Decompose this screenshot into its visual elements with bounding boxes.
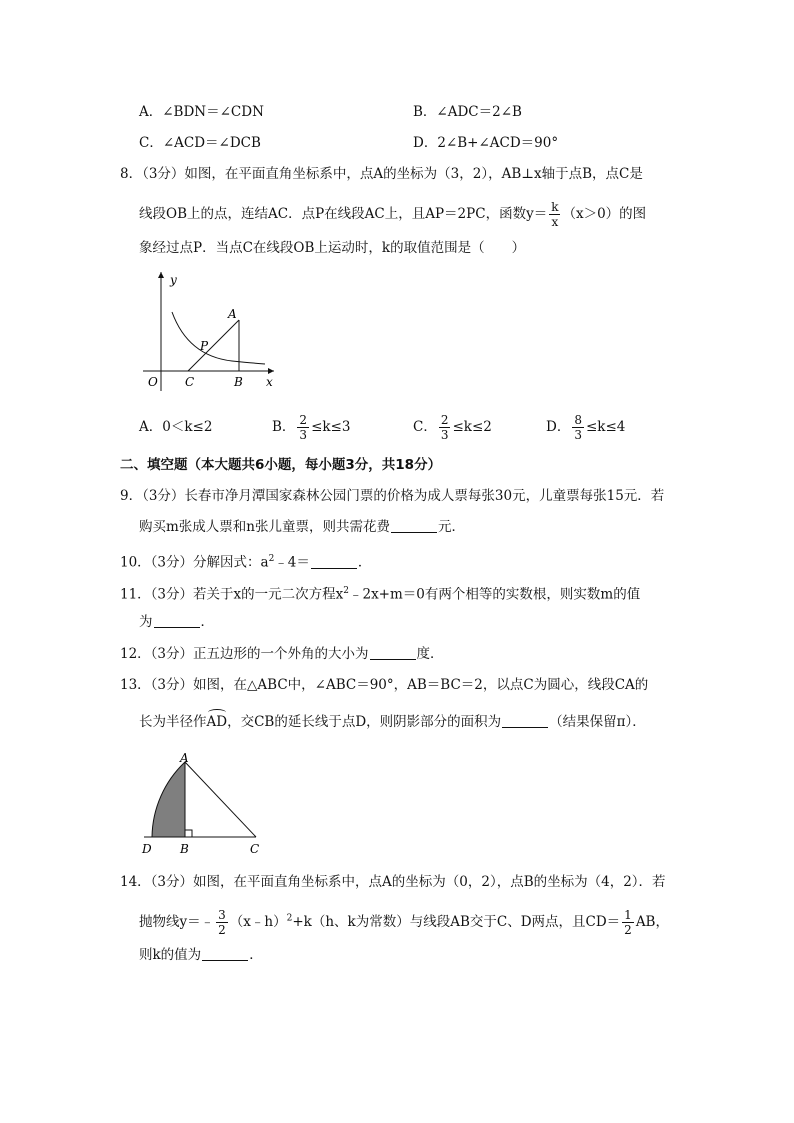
q10-exponent: 2 (268, 554, 275, 564)
q10-text-a: 10．（3分）分解因式：a (120, 554, 269, 571)
q8-label-b: B (234, 375, 243, 389)
q8-option-c-den: 3 (440, 428, 449, 442)
q8-option-c-suffix: ≤k≤2 (452, 419, 492, 435)
q8-option-b-num: 2 (299, 413, 308, 427)
q14-line2 (139, 908, 669, 937)
q8-segment-ac (188, 320, 239, 371)
q11-line2-b: ． (200, 614, 214, 630)
q8-option-d (546, 413, 625, 442)
q14-exponent: 2 (286, 913, 293, 924)
q11-line2 (139, 612, 214, 632)
q13-label-b: B (180, 842, 189, 856)
q14-line3-a: 则k的值为 (139, 947, 202, 963)
q10-answer-blank[interactable] (311, 554, 357, 569)
q14-frac1-num: 3 (218, 908, 226, 922)
q11-line2-a: 为 (139, 614, 153, 630)
q8-line1: 8．（3分）如图，在平面直角坐标系中，点A的坐标为（3，2），AB⊥x轴于点B，点C是 (120, 166, 643, 182)
q9-line2 (139, 517, 465, 537)
q7-option-a: A．∠BDN＝∠CDN (139, 104, 264, 120)
q8-option-d-den: 3 (574, 428, 582, 442)
q8-option-c (413, 413, 492, 442)
q14-frac2-num: 1 (624, 908, 632, 922)
q8-label-x: x (266, 375, 273, 389)
q9-answer-blank[interactable] (391, 518, 437, 533)
q10-text-b: ﹣4＝ (274, 554, 310, 571)
q13-line2 (139, 712, 646, 732)
q14-line1: 14．（3分）如图，在平面直角坐标系中，点A的坐标为（0，2），点B的坐标为（4，2）．若 (120, 874, 666, 890)
q13-answer-blank[interactable] (502, 713, 548, 728)
q8-option-b-frac (297, 413, 309, 442)
q8-hyperbola (172, 312, 265, 364)
section-2-title: 二、填空题（本大题共6小题，每小题3分，共18分） (120, 457, 442, 473)
q8-option-d-prefix: D． (546, 419, 571, 435)
q12-line (120, 644, 444, 664)
q14-line3 (139, 945, 263, 965)
q10-text-c: ． (357, 554, 372, 571)
q8-option-b (272, 413, 350, 442)
q9-line1: 9．（3分）长春市净月潭国家森林公园门票的价格为成人票每张30元，儿童票每张15元．若 (120, 488, 665, 504)
q13-shaded-region (152, 762, 185, 837)
q8-figure (140, 268, 290, 396)
q7-option-d: D．2∠B+∠ACD＝90° (413, 135, 559, 151)
q8-label-c: C (185, 375, 195, 389)
q8-option-b-den: 3 (299, 428, 308, 442)
q7-option-b: B．∠ADC＝2∠B (413, 104, 522, 120)
q8-option-b-suffix: ≤k≤3 (311, 419, 351, 435)
q14-line2-d: AB， (635, 914, 669, 930)
q14-frac2-den: 2 (624, 923, 632, 937)
q13-label-d: D (142, 842, 152, 856)
q12-answer-blank[interactable] (370, 645, 416, 660)
q14-fraction-1 (216, 908, 228, 937)
q13-line2-b: ，交CB的延长线于点D，则阴影部分的面积为 (227, 714, 502, 730)
q8-label-o: O (148, 375, 158, 389)
q8-line3: 象经过点P．当点C在线段OB上运动时，k的取值范围是（ ） (139, 240, 526, 256)
q14-fraction-2 (622, 908, 634, 937)
q13-segment-ac (185, 762, 256, 837)
q14-answer-blank[interactable] (202, 946, 248, 961)
q8-option-d-num: 8 (574, 413, 582, 427)
q8-line2-b: （x＞0）的图 (562, 206, 647, 222)
q8-option-c-num: 2 (440, 413, 449, 427)
q8-line2 (139, 200, 646, 229)
q13-line2-a: 长为半径作 (139, 714, 207, 730)
q14-line3-b: ． (249, 947, 263, 963)
q8-label-a: A (228, 307, 237, 321)
q8-option-c-frac (439, 413, 451, 442)
q8-option-a: A．0＜k≤2 (139, 419, 213, 435)
q11-text-a: 11．（3分）若关于x的一元二次方程x (120, 586, 344, 603)
q11-answer-blank[interactable] (154, 613, 200, 628)
q11-line1 (120, 581, 640, 605)
q8-option-d-suffix: ≤k≤4 (585, 419, 626, 435)
q8-label-p: P (200, 339, 209, 353)
q13-arc-ad: AD (206, 714, 228, 730)
q12-text-b: 度． (416, 646, 444, 662)
q7-option-c: C．∠ACD＝∠DCB (139, 135, 261, 151)
q8-option-c-prefix: C． (413, 419, 437, 435)
q11-exponent: 2 (343, 586, 349, 596)
q8-frac-denominator: x (551, 215, 559, 229)
q8-line2-a: 线段OB上的点，连结AC．点P在线段AC上，且AP＝2PC，函数y＝ (139, 206, 548, 222)
q13-right-angle-mark (185, 830, 192, 837)
q8-fraction (549, 200, 560, 229)
q9-line2-b: 元． (438, 519, 465, 535)
q8-option-b-prefix: B． (272, 419, 296, 435)
q9-line2-a: 购买m张成人票和n张儿童票，则共需花费 (139, 519, 390, 535)
q8-frac-numerator: k (551, 200, 559, 214)
q14-line2-a: 抛物线y＝﹣ (139, 914, 215, 930)
q11-text-b: ﹣2x+m＝0有两个相等的实数根，则实数m的值 (348, 586, 641, 603)
q13-line1: 13．（3分）如图，在△ABC中，∠ABC＝90°，AB＝BC＝2，以点C为圆心，线段CA的 (120, 677, 649, 693)
q12-text-a: 12．（3分）正五边形的一个外角的大小为 (120, 646, 369, 662)
q13-label-c: C (250, 842, 260, 856)
q13-figure (138, 750, 268, 860)
q13-label-a: A (180, 751, 189, 765)
q14-line2-c: +k（h、k为常数）与线段AB交于C、D两点，且CD＝ (292, 914, 621, 930)
q14-line2-b: （x﹣h） (229, 914, 287, 930)
q13-line2-c: （结果保留π）． (549, 714, 646, 730)
q14-frac1-den: 2 (218, 923, 226, 937)
q8-option-d-frac (572, 413, 584, 442)
q8-label-y: y (170, 273, 177, 287)
q10-line (120, 549, 371, 573)
